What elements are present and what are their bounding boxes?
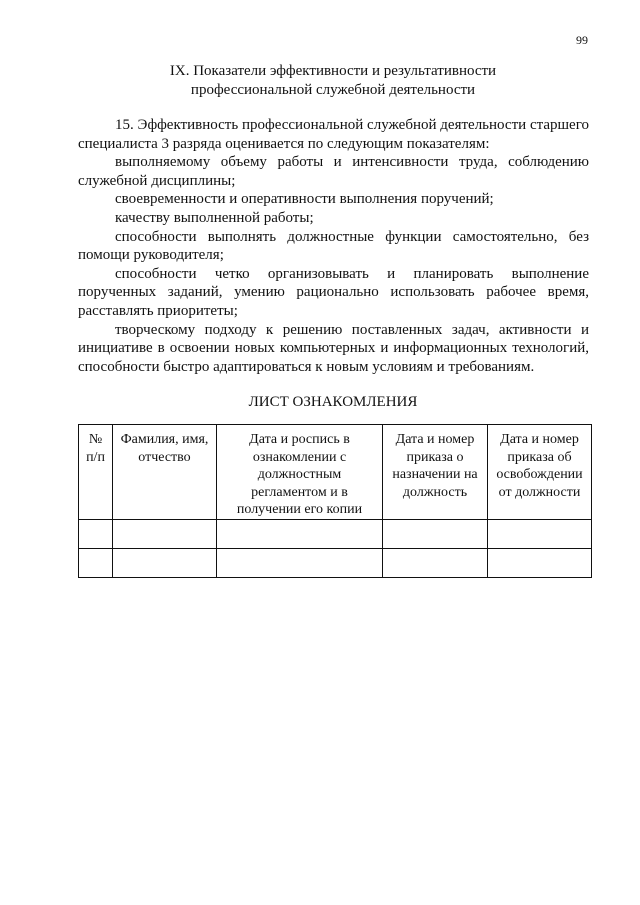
section-heading xyxy=(78,62,588,100)
paragraph-intro: 15. Эффективность профессиональной служебной деятельности старшего специалиста 3 разряда оценивается по следующим показателям: xyxy=(78,117,589,152)
table-cell[interactable] xyxy=(217,548,383,577)
paragraph-independence: способности выполнять должностные функции самостоятельно, без помощи руководителя; xyxy=(78,228,589,264)
paragraph-timeliness: своевременности и оперативности выполнения поручений; xyxy=(115,191,494,208)
table-header-row xyxy=(79,425,592,520)
header-dismissal-order: Дата и номер приказа об освобождении от должности xyxy=(488,425,592,520)
paragraph-creativity: творческому подходу к решению поставленных задач, активности и инициативе в освоении новых компьютерных и информационных технологий, способности быстро адаптироваться к новым условиям и требованиям. xyxy=(78,321,589,375)
table-cell[interactable] xyxy=(217,519,383,548)
table-cell[interactable] xyxy=(488,548,592,577)
paragraph-quality: качеству выполненной работы; xyxy=(115,209,314,226)
table-row xyxy=(79,548,592,577)
table-cell[interactable] xyxy=(383,519,488,548)
table-row xyxy=(79,519,592,548)
paragraph-workload: выполняемому объему работы и интенсивности труда, соблюдению служебной дисциплины; xyxy=(78,154,589,189)
paragraph-organization: способности четко организовывать и планировать выполнение порученных заданий, умению рационально использовать рабочее время, расставлять приоритеты; xyxy=(78,265,589,319)
acknowledgement-table xyxy=(78,424,592,578)
table-cell[interactable] xyxy=(113,548,217,577)
page-number: 99 xyxy=(576,33,588,47)
header-signature-date: Дата и роспись в ознакомлении с должностным регламентом и в получении его копии xyxy=(217,425,383,520)
table-cell[interactable] xyxy=(113,519,217,548)
table-cell[interactable] xyxy=(79,519,113,548)
acknowledgement-sheet-title: ЛИСТ ОЗНАКОМЛЕНИЯ xyxy=(248,394,418,410)
section-heading-line-2: профессиональной служебной деятельности xyxy=(190,82,476,98)
efficiency-criteria-text xyxy=(78,116,589,376)
table-cell[interactable] xyxy=(79,548,113,577)
table-cell[interactable] xyxy=(383,548,488,577)
header-appointment-order: Дата и номер приказа о назначении на должность xyxy=(383,425,488,520)
table-cell[interactable] xyxy=(488,519,592,548)
header-full-name: Фамилия, имя, отчество xyxy=(113,425,217,520)
section-heading-line-1: IX. Показатели эффективности и результативности xyxy=(169,63,497,79)
header-number: № п/п xyxy=(79,425,113,520)
